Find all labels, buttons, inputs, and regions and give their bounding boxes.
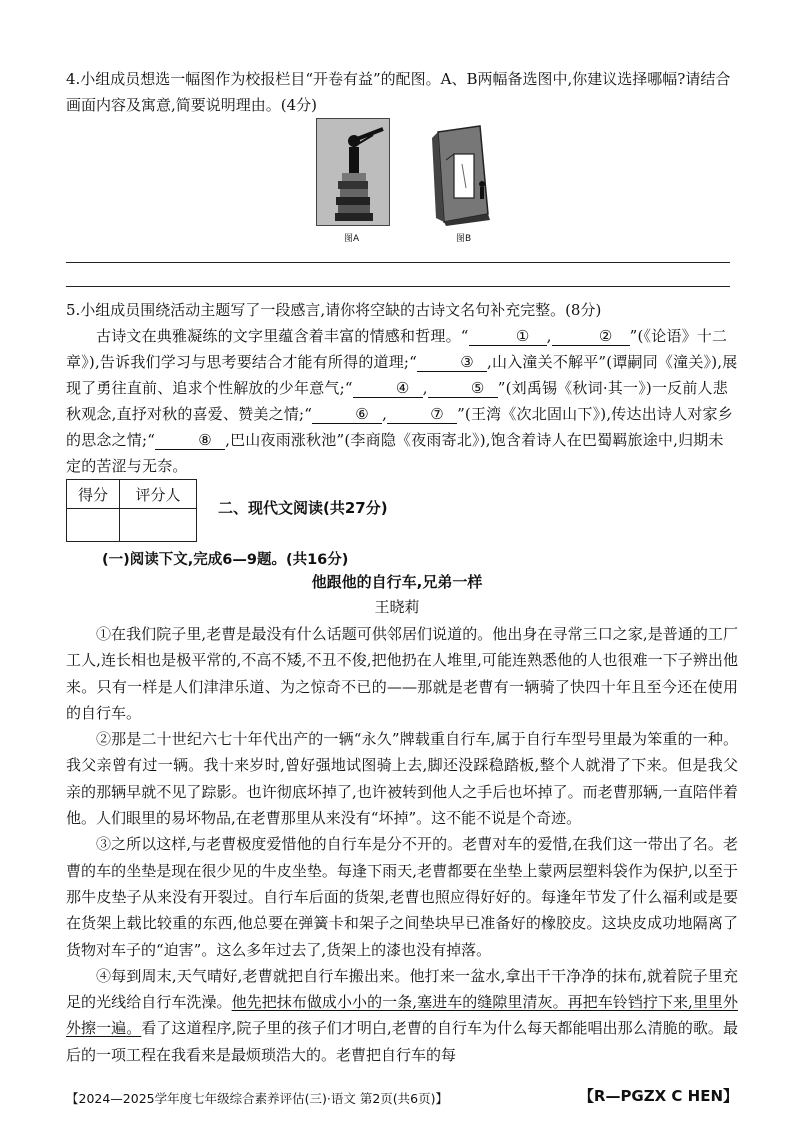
blank-1[interactable]: ① [469,327,547,346]
passage-text: ,巴山夜雨涨秋池”(李商隐《夜雨寄北》),饱含着诗人在巴蜀羁旅途中,归期未定的苦涩与无奈。 [66,431,724,475]
section-title: 二、现代文阅读(共27分) [218,499,388,517]
score-header: 得分 [67,480,120,509]
figure-b-image [428,124,494,226]
telescope-on-books-icon [317,119,389,225]
passage-text: ”(王湾《次北固山下》),传达出诗人对家乡的思念之情;“ [66,405,733,449]
footer-code: 【R—PGZX C HEN】 [578,1087,738,1105]
answer-line[interactable] [66,286,730,287]
article-author: 王晓莉 [374,598,420,616]
blank-5[interactable]: ⑤ [428,379,498,398]
question-5-passage [66,323,738,479]
footer-info: 【2024—2025学年度七年级综合素养评估(三)·语文 第2页(共6页)】 [66,1091,448,1106]
paragraph-1: ①在我们院子里,老曹是最没有什么话题可供邻居们说道的。他出身在寻常三口之家,是普通的工厂工人,连长相也是极平常的,不高不矮,不丑不俊,把他扔在人堆里,可能连熟悉他的人也很难一下子辨出他来。只有一样是人们津津乐道、为之惊奇不已的——那就是老曹有一辆骑了快四十年且至今还在使用的自行车。 [66,625,738,722]
blank-4[interactable]: ④ [353,379,423,398]
passage-text: 古诗文在典雅凝练的文字里蕴含着丰富的情感和哲理。“ [96,327,469,345]
answer-line[interactable] [66,262,730,263]
passage-text: , [382,405,388,423]
blank-8[interactable]: ⑧ [155,431,225,450]
blank-2[interactable]: ② [552,327,630,346]
blank-6[interactable]: ⑥ [312,405,382,424]
paragraph-text: 看了这道程序,院子里的孩子们才明白,老曹的自行车为什么每天都能唱出那么清脆的歌。最后的一项工程在我看来是最烦琐浩大的。老曹把自行车的每 [66,1019,738,1064]
passage-text: ”(刘禹锡《秋词·其一》)一反前人悲秋观念,直抒对秋的喜爱、赞美之情;“ [66,379,728,423]
question-4 [66,66,738,118]
section-subtitle: (一)阅读下文,完成6—9题。(共16分) [102,552,349,568]
figure-a-label: 图A [344,234,360,244]
paragraph-3: ③之所以这样,与老曹极度爱惜他的自行车是分不开的。老曹对车的爱惜,在我们这一带出了名。老曹的车的坐垫是现在很少见的牛皮坐垫。每逢下雨天,老曹都要在坐垫上蒙两层塑料袋作为保护,以至于那牛皮垫子从来没有开裂过。自行车后面的货架,老曹也照应得好好的。每逢年节发了什么福利或是要在货架上载比较重的东西,他总要在弹簧卡和架子之间垫块早已准备好的橡胶皮。这块皮成功地隔离了货物对车子的“迫害”。这么多年过去了,货架上的漆也没有掉落。 [66,835,738,959]
article-title: 他跟他的自行车,兄弟一样 [311,573,483,591]
question-4-text: 4.小组成员想选一幅图作为校报栏目“开卷有益”的配图。A、B两幅备选图中,你建议选择哪幅?请结合画面内容及寓意,简要说明理由。(4分) [66,70,731,114]
figure-group [316,118,496,248]
passage-text: ,山入潼关不解平”(谭嗣同《潼关》),展现了勇往直前、追求个性解放的少年意气;“ [66,353,738,397]
page-footer [66,1085,738,1111]
question-5 [66,297,738,479]
paragraph-4 [66,963,738,1068]
blank-7[interactable]: ⑦ [387,405,457,424]
question-5-heading: 5.小组成员围绕活动主题写了一段感言,请你将空缺的古诗文名句补充完整。(8分) [66,301,602,319]
article-body [66,621,738,1068]
paragraph-text: ④每到周末,天气晴好,老曹就把自行车搬出来。他打来一盆水,拿出干干净净的抹布,就着院子里充足的光线给自行车洗澡。 [66,966,738,1012]
passage-text: ”(《论语》十二章》),告诉我们学习与思考要结合才能有所得的道理;“ [66,327,728,371]
book-door-icon [428,124,494,226]
grader-header: 评分人 [120,480,197,509]
figure-b-label: 图B [456,234,472,244]
score-table [66,479,197,542]
passage-text: , [422,379,428,397]
score-cell[interactable] [67,509,120,542]
grader-cell[interactable] [120,509,197,542]
underlined-sentence: 他先把抹布做成小小的一条,塞进车的缝隙里清灰。再把车铃铛拧下来,里里外外擦一遍。 [66,993,738,1038]
figure-a-image [316,118,390,226]
passage-text: , [546,327,552,345]
blank-3[interactable]: ③ [417,353,487,372]
paragraph-2: ②那是二十世纪六七十年代出产的一辆“永久”牌载重自行车,属于自行车型号里最为笨重的一种。我父亲曾有过一辆。我十来岁时,曾好强地试图骑上去,脚还没踩稳踏板,整个人就滑了下来。但是我父亲的那辆早就不见了踪影。也许彻底坏掉了,也许被转到他人之手后也坏掉了。而老曹那辆,一直陪伴着他。人们眼里的易坏物品,在老曹那里从来没有“坏掉”。这不能不说是个奇迹。 [66,730,738,828]
